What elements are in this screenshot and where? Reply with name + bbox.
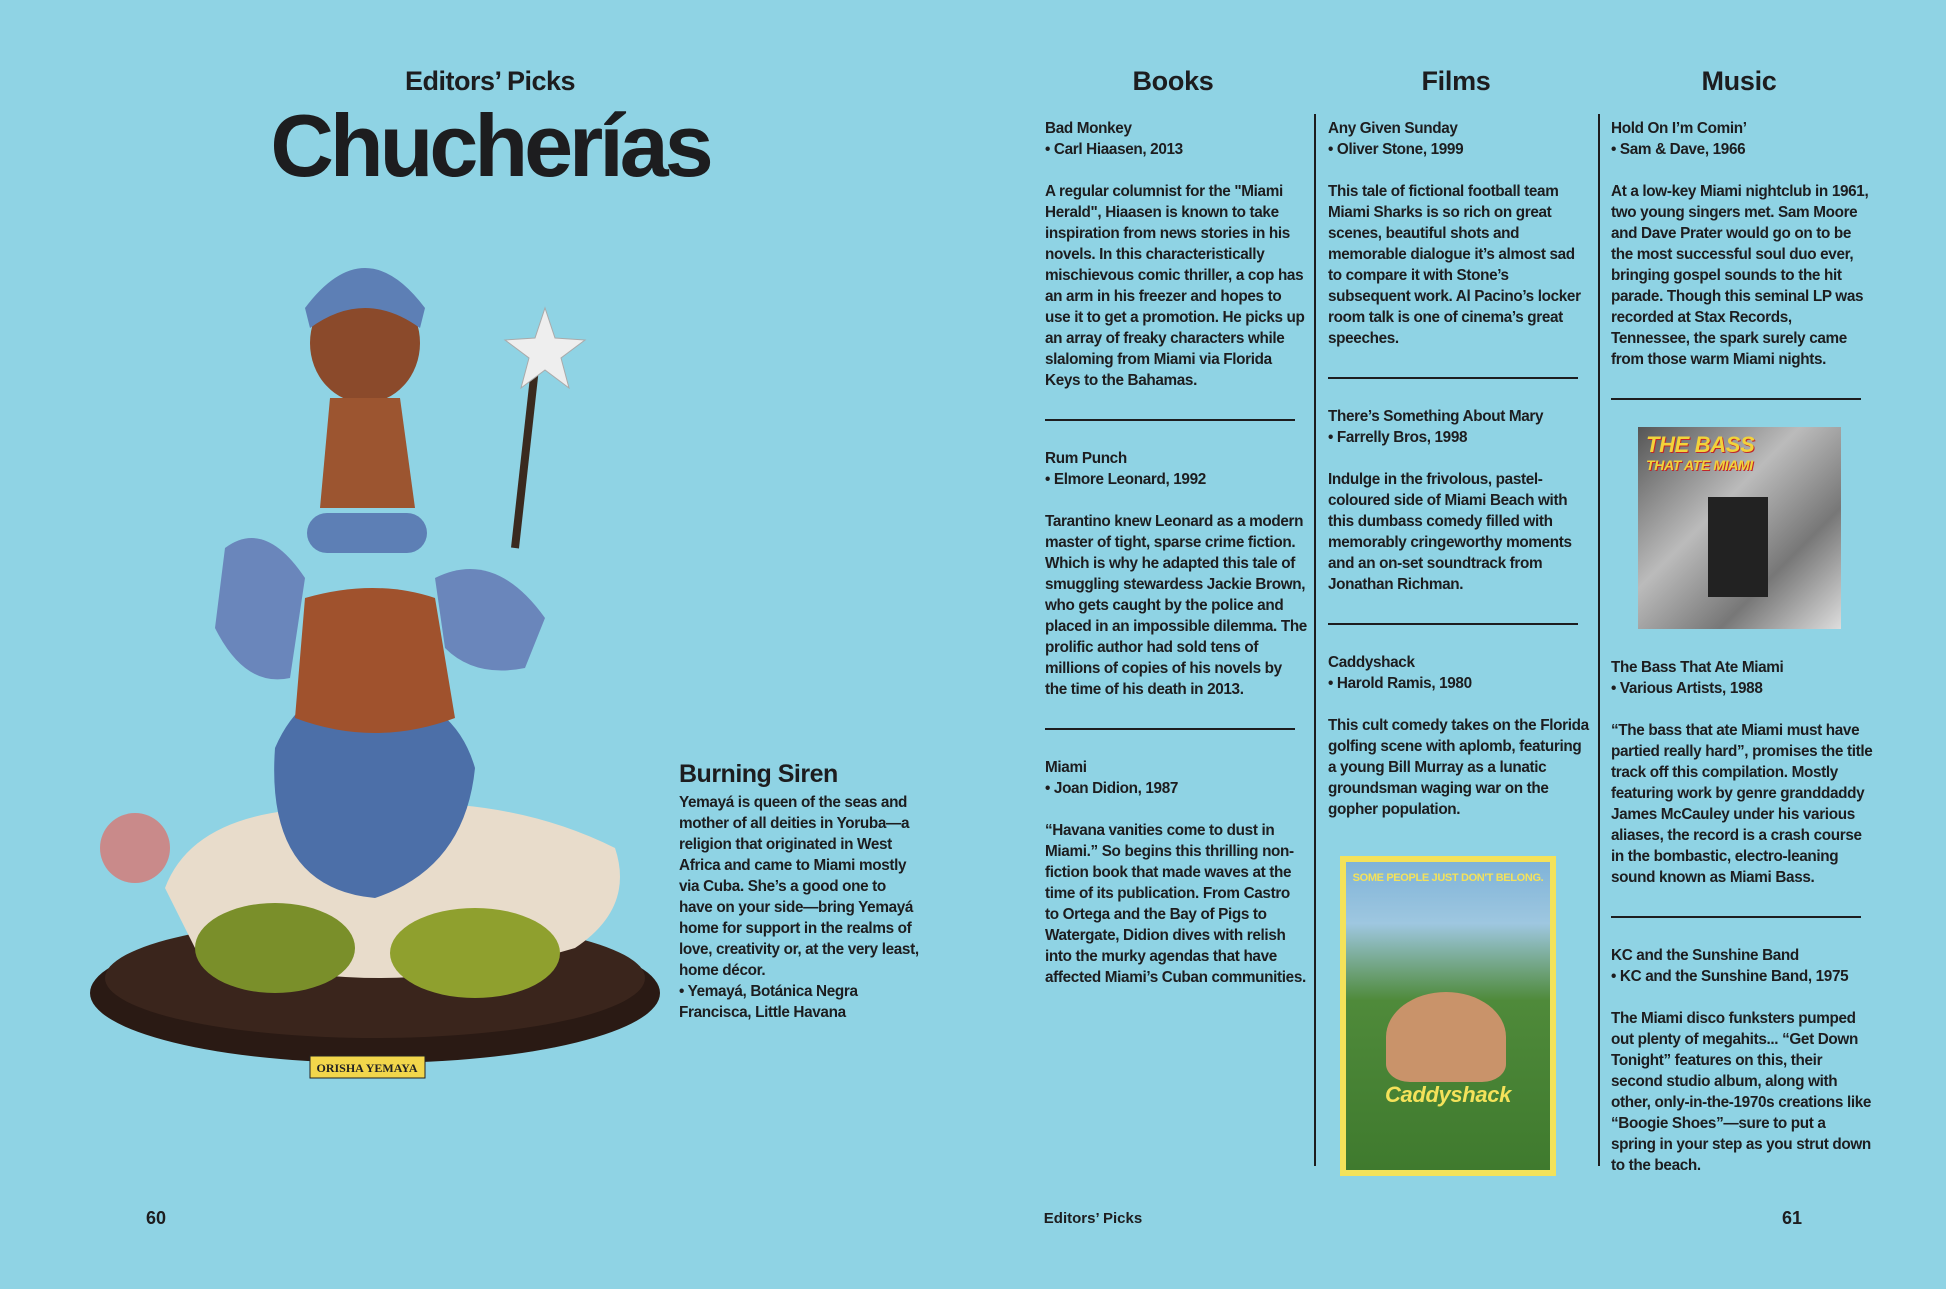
feature-source: • Yemayá, Botánica Negra Francisca, Little Havana	[679, 983, 858, 1021]
album-title-line2: THAT ATE MIAMI	[1646, 457, 1753, 473]
music-item	[1611, 945, 1873, 1176]
item-body: “The bass that ate Miami must have partied really hard”, promises the title track off this compilation. Mostly featuring work by genre granddaddy James McCauley under his various aliases, the record is a crash course in the bombastic, electro-leaning sound known as Miami Bass.	[1611, 722, 1873, 886]
item-body: Indulge in the frivolous, pastel-coloured side of Miami Beach with this dumbass comedy filled with memorably cringeworthy moments and an on-set soundtrack from Jonathan Richman.	[1328, 471, 1572, 593]
film-item	[1328, 118, 1590, 349]
item-meta: • KC and the Sunshine Band, 1975	[1611, 968, 1849, 985]
poster-tagline: SOME PEOPLE JUST DON'T BELONG.	[1352, 872, 1544, 884]
films-heading: Films	[1421, 66, 1491, 96]
item-meta: • Joan Didion, 1987	[1045, 780, 1179, 797]
item-meta: • Carl Hiaasen, 2013	[1045, 141, 1183, 158]
bass-album-cover	[1638, 427, 1841, 629]
item-body: “Havana vanities come to dust in Miami.” So begins this thrilling non-fiction book that made waves at the time of its publication. From Castro to Ortega and the Bay of Pigs to Watergate, Didion dives with relish into the murky agendas that have affected Miami’s Cuban communities.	[1045, 822, 1306, 986]
item-meta: • Sam & Dave, 1966	[1611, 141, 1746, 158]
films-column	[1328, 118, 1590, 1176]
page-title: Chucherías	[270, 96, 710, 195]
item-meta: • Various Artists, 1988	[1611, 680, 1763, 697]
film-item	[1328, 406, 1590, 595]
yemaya-statue-image	[75, 248, 695, 1098]
item-body: This cult comedy takes on the Florida golfing scene with aplomb, featuring a young Bill Murray as a lunatic groundsman waging war on the gopher population.	[1328, 717, 1589, 818]
page-number-right: 61	[1782, 1208, 1803, 1228]
footer-section: Editors’ Picks	[1043, 1210, 1143, 1227]
item-body: The Miami disco funksters pumped out plenty of megahits... “Get Down Tonight” features on this, their second studio album, along with other, only-in-the-1970s creations like “Boogie Shoes”—sure to put a spring in your step as you strut down to the beach.	[1611, 1010, 1872, 1174]
item-body: Tarantino knew Leonard as a modern master of tight, sparse crime fiction. Which is why he adapted this tale of smuggling stewardess Jackie Brown, who gets caught by the police and placed in an impossible dilemma. The prolific author had sold tens of millions of copies of his novels by the time of his death in 2013.	[1045, 513, 1307, 698]
divider	[1328, 377, 1578, 379]
books-column	[1045, 118, 1307, 988]
feature-body: Yemayá is queen of the seas and mother of all deities in Yoruba—a religion that originated in West Africa and came to Miami mostly via Cuba. She’s a good one to have on your side—bring Yemayá home for support in the realms of love, creativity or, at the very least, home décor.	[679, 794, 919, 979]
page-number-left: 60	[146, 1208, 167, 1228]
book-item	[1045, 118, 1307, 391]
item-meta: • Oliver Stone, 1999	[1328, 141, 1464, 158]
music-column	[1611, 118, 1873, 1176]
books-heading: Books	[1132, 66, 1214, 96]
column-divider	[1314, 114, 1316, 1166]
item-meta: • Harold Ramis, 1980	[1328, 675, 1472, 692]
music-item	[1611, 657, 1873, 888]
item-title: Caddyshack	[1328, 654, 1415, 671]
item-body: This tale of fictional football team Miami Sharks is so rich on great scenes, beautiful shots and memorable dialogue it’s almost sad to compare it with Stone’s subsequent work. Al Pacino’s locker room talk is one of cinema’s great speeches.	[1328, 183, 1581, 347]
divider	[1611, 398, 1861, 400]
item-body: A regular columnist for the "Miami Herald", Hiaasen is known to take inspiration from news stories in his novels. In this characteristically mischievous comic thriller, a cop has an arm in his freezer and hopes to use it to get a promotion. He picks up an array of freaky characters while slaloming from Miami via Florida Keys to the Bahamas.	[1045, 183, 1305, 389]
film-item	[1328, 652, 1590, 820]
item-title: KC and the Sunshine Band	[1611, 947, 1799, 964]
book-item	[1045, 448, 1307, 700]
caddyshack-poster	[1340, 856, 1556, 1176]
item-title: Miami	[1045, 759, 1087, 776]
item-title: There’s Something About Mary	[1328, 408, 1544, 425]
column-divider	[1598, 114, 1600, 1166]
item-meta: • Elmore Leonard, 1992	[1045, 471, 1206, 488]
book-item	[1045, 757, 1307, 988]
item-title: Bad Monkey	[1045, 120, 1132, 137]
divider	[1045, 419, 1295, 421]
section-kicker: Editors’ Picks	[404, 66, 576, 96]
poster-title: Caddyshack	[1384, 1082, 1512, 1107]
music-item	[1611, 118, 1873, 370]
divider	[1328, 623, 1578, 625]
item-title: Any Given Sunday	[1328, 120, 1458, 137]
statue-label: ORISHA YEMAYA	[316, 1061, 418, 1075]
divider	[1045, 728, 1295, 730]
music-heading: Music	[1701, 66, 1777, 96]
divider	[1611, 916, 1861, 918]
item-meta: • Farrelly Bros, 1998	[1328, 429, 1468, 446]
item-title: The Bass That Ate Miami	[1611, 659, 1784, 676]
item-title: Rum Punch	[1045, 450, 1127, 467]
feature-title: Burning Siren	[679, 760, 838, 788]
item-body: At a low-key Miami nightclub in 1961, two young singers met. Sam Moore and Dave Prater would go on to be the most successful soul duo ever, bringing gospel sounds to the hit parade. Though this seminal LP was recorded at Stax Records, Tennessee, the spark surely came from those warm Miami nights.	[1611, 183, 1869, 368]
item-title: Hold On I’m Comin’	[1611, 120, 1747, 137]
album-title-line1: THE BASS	[1646, 432, 1755, 457]
feature-burning-siren	[679, 760, 919, 1023]
